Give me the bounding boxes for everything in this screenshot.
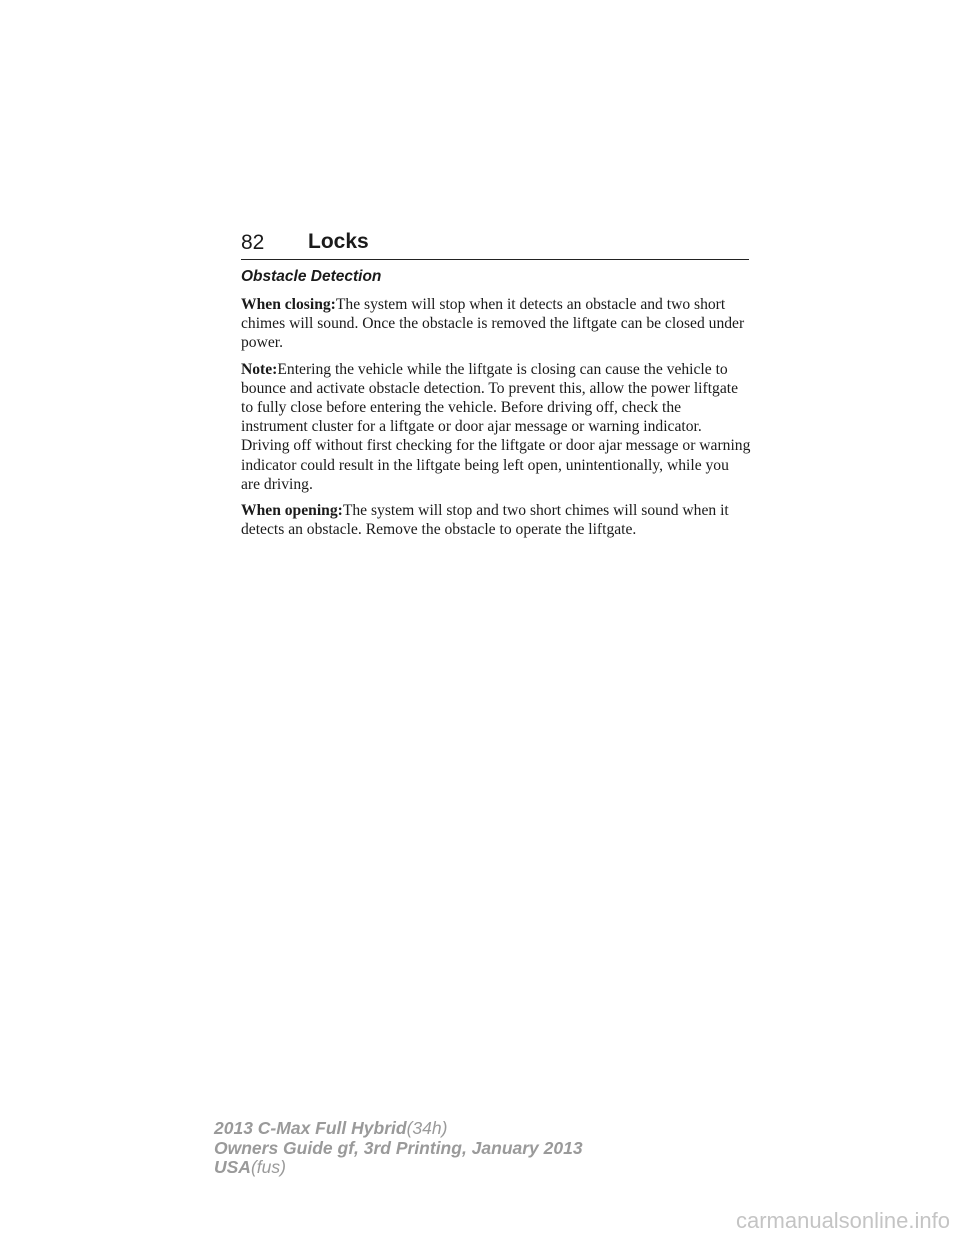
- page-header: [241, 229, 749, 260]
- paragraph-text: The system will stop and two short chimes will sound when it detects an obstacle. Remove the obstacle to operate the liftgate.: [241, 502, 729, 539]
- footer-market-code: (fus): [250, 1157, 286, 1177]
- footer-line-market: [214, 1158, 583, 1178]
- site-watermark: carmanualsonline.info: [735, 1208, 950, 1233]
- paragraph-lead: When closing:: [241, 296, 336, 313]
- footer-line-model: [214, 1119, 583, 1139]
- footer-model-code: (34h): [406, 1118, 448, 1138]
- chapter-title: Locks: [308, 230, 369, 253]
- footer-line-edition: Owners Guide gf, 3rd Printing, January 2013: [214, 1137, 583, 1158]
- footer-market: USA: [214, 1157, 251, 1177]
- paragraph-note: [241, 360, 751, 494]
- paragraph-text: The system will stop when it detects an obstacle and two short chimes will sound. Once the obstacle is removed the liftgate can be closed under power.: [241, 296, 745, 352]
- page-number: 82: [241, 231, 265, 254]
- paragraph-text: Entering the vehicle while the liftgate is closing can cause the vehicle to bounce and activate obstacle detection. To prevent this, allow the power liftgate to fully close before entering the vehicle. Before driving off, check the instrument cluster for a liftgate or door ajar message or warning indicator. Driving off without first checking for the liftgate or door ajar message or warning indicator could result in the liftgate being left open, unintentionally, while you are driving.: [241, 360, 751, 493]
- paragraph-lead: When opening:: [241, 502, 343, 520]
- section-heading: Obstacle Detection: [241, 268, 382, 285]
- footer-model: 2013 C-Max Full Hybrid: [214, 1118, 407, 1138]
- paragraph-when-opening: [241, 501, 751, 539]
- page-content: [241, 267, 751, 546]
- paragraph-when-closing: [241, 295, 751, 353]
- paragraph-lead: Note:: [241, 360, 278, 378]
- document-footer: [214, 1119, 583, 1178]
